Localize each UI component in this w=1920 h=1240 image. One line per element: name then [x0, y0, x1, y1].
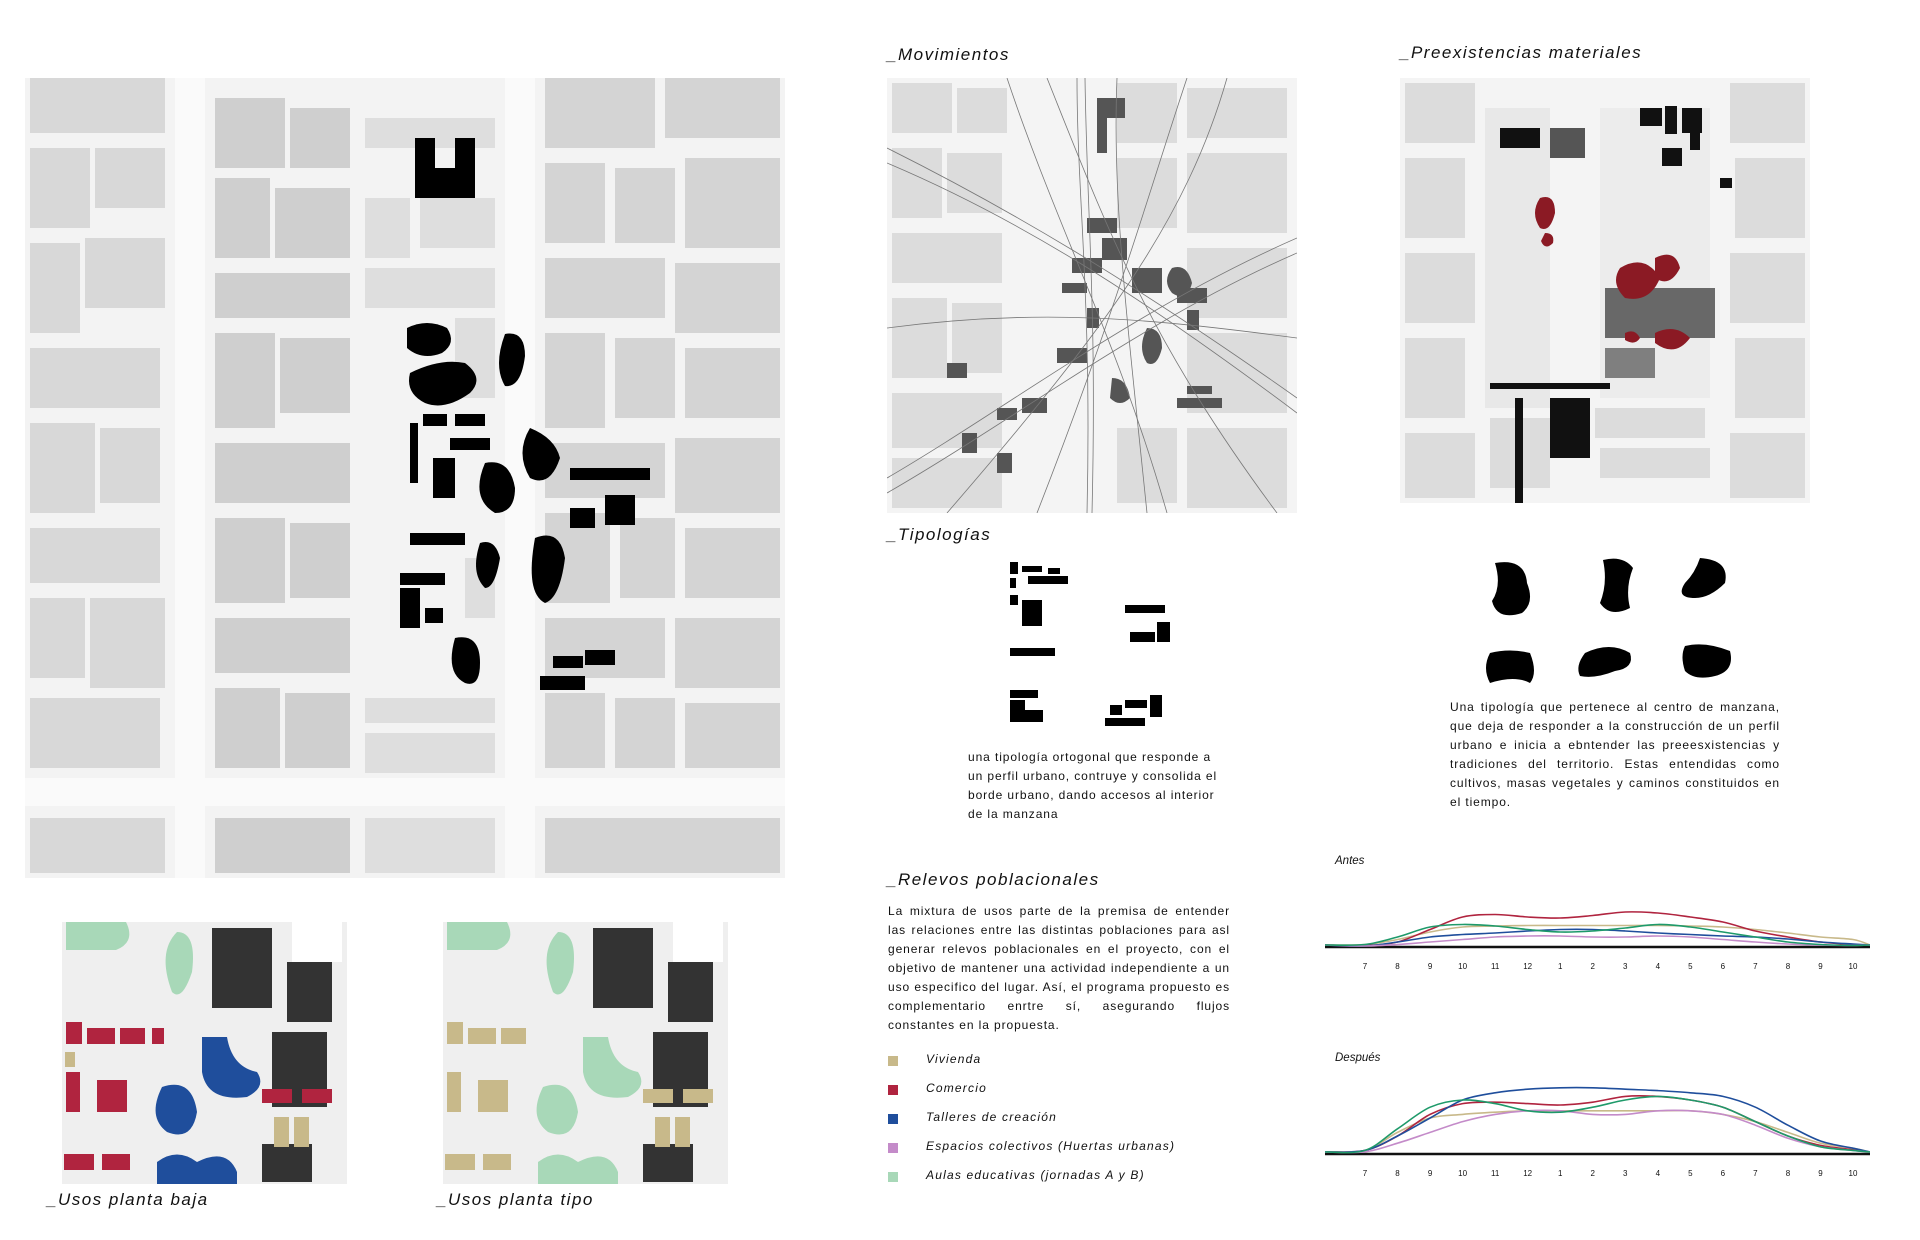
relevos-text: La mixtura de usos parte de la premisa de entender las relaciones entre las distintas poblaciones para asl generar relevos poblacionales en el proyecto, con el objetivo de mantener una actividad independiente a un uso especifico del lugar. Así, el programa propuesto es complementario enrtre sí, asegurando flujos constantes en la propuesta.	[888, 904, 1230, 1032]
chart-tick-label: 8	[1395, 962, 1400, 971]
legend-swatch-espacios-colectivos	[888, 1143, 898, 1153]
legend-item-aulas	[888, 1166, 1228, 1195]
relevos-title: _Relevos poblacionales	[887, 870, 1100, 889]
site-plan-map	[25, 78, 785, 878]
legend-label: Aulas educativas (jornadas A y B)	[926, 1168, 1145, 1182]
chart-series-line-2	[1325, 1088, 1870, 1153]
chart-despues-title: Después	[1335, 1052, 1381, 1064]
legend-label: Espacios colectivos (Huertas urbanas)	[926, 1139, 1176, 1153]
chart-tick-label: 1	[1557, 962, 1563, 971]
chart-tick-label: 11	[1490, 962, 1500, 971]
chart-despues	[1325, 1072, 1870, 1197]
usos-planta-baja-map	[62, 922, 347, 1184]
preexistencias-map	[1400, 78, 1810, 503]
chart-tick-label: 7	[1362, 962, 1368, 971]
legend-label: Comercio	[926, 1081, 987, 1095]
preexistencias-title: _Preexistencias materiales	[1400, 43, 1643, 62]
chart-tick-label: 10	[1848, 1169, 1858, 1178]
legend-swatch-aulas	[888, 1172, 898, 1182]
usos-planta-baja-title: _Usos planta baja	[47, 1190, 209, 1209]
legend-item-comercio	[888, 1079, 1228, 1108]
tipologias-title: _Tipologías	[887, 525, 992, 544]
tipologia-organica-diagram	[1485, 558, 1745, 683]
chart-tick-label: 5	[1688, 1169, 1693, 1178]
chart-tick-label: 12	[1523, 1169, 1533, 1178]
movimientos-map	[887, 78, 1297, 513]
legend-swatch-comercio	[888, 1085, 898, 1095]
chart-tick-label: 10	[1458, 1169, 1468, 1178]
legend-item-vivienda	[888, 1050, 1228, 1079]
chart-tick-label: 8	[1395, 1169, 1400, 1178]
chart-tick-label: 10	[1848, 962, 1858, 971]
chart-antes-title: Antes	[1335, 855, 1365, 867]
legend-swatch-vivienda	[888, 1056, 898, 1066]
tipologia-ortogonal-diagram	[1000, 560, 1220, 735]
usos-planta-tipo-map	[443, 922, 728, 1184]
legend-item-talleres	[888, 1108, 1228, 1137]
chart-tick-label: 9	[1818, 1169, 1823, 1178]
chart-tick-label: 9	[1818, 962, 1823, 971]
tipologia-ortogonal-text: una tipología ortogonal que responde a un perfil urbano, contruye y consolida el borde urbano, dando accesos al interior de la manzana	[968, 750, 1218, 821]
chart-tick-label: 3	[1623, 962, 1628, 971]
chart-tick-label: 8	[1785, 962, 1791, 971]
chart-tick-label: 7	[1753, 1169, 1758, 1178]
legend-swatch-talleres	[888, 1114, 898, 1124]
legend-item-espacios-colectivos	[888, 1137, 1228, 1166]
chart-tick-label: 5	[1688, 962, 1693, 971]
chart-antes	[1325, 885, 1870, 990]
movimientos-title: _Movimientos	[887, 45, 1010, 64]
chart-tick-label: 10	[1458, 962, 1468, 971]
chart-series-line-4	[1325, 924, 1870, 945]
chart-tick-label: 4	[1655, 962, 1661, 971]
chart-series-line-1	[1325, 1096, 1870, 1152]
chart-tick-label: 9	[1427, 1169, 1433, 1178]
chart-tick-label: 2	[1590, 962, 1595, 971]
legend-label: Talleres de creación	[926, 1110, 1057, 1124]
chart-tick-label: 7	[1753, 962, 1758, 971]
chart-tick-label: 6	[1720, 962, 1726, 971]
chart-tick-label: 7	[1362, 1169, 1368, 1178]
legend-label: Vivienda	[926, 1052, 982, 1066]
chart-tick-label: 8	[1785, 1169, 1791, 1178]
chart-tick-label: 3	[1623, 1169, 1628, 1178]
chart-tick-label: 9	[1427, 962, 1433, 971]
tipologia-organica-text: Una tipología que pertenece al centro de manzana, que deja de responder a la construcción de un perfil urbano e inicia a ebntender las preeesxistencias y tradiciones del territorio. Estas entendidas como cultivos, masas vegetales y caminos constituidos en el tiempo.	[1450, 700, 1780, 809]
uses-legend	[888, 1050, 1228, 1195]
chart-tick-label: 4	[1655, 1169, 1661, 1178]
chart-tick-label: 11	[1490, 1169, 1500, 1178]
chart-tick-label: 1	[1557, 1169, 1563, 1178]
chart-tick-label: 2	[1590, 1169, 1595, 1178]
usos-planta-tipo-title: _Usos planta tipo	[437, 1190, 594, 1209]
chart-tick-label: 12	[1523, 962, 1533, 971]
chart-tick-label: 6	[1720, 1169, 1726, 1178]
